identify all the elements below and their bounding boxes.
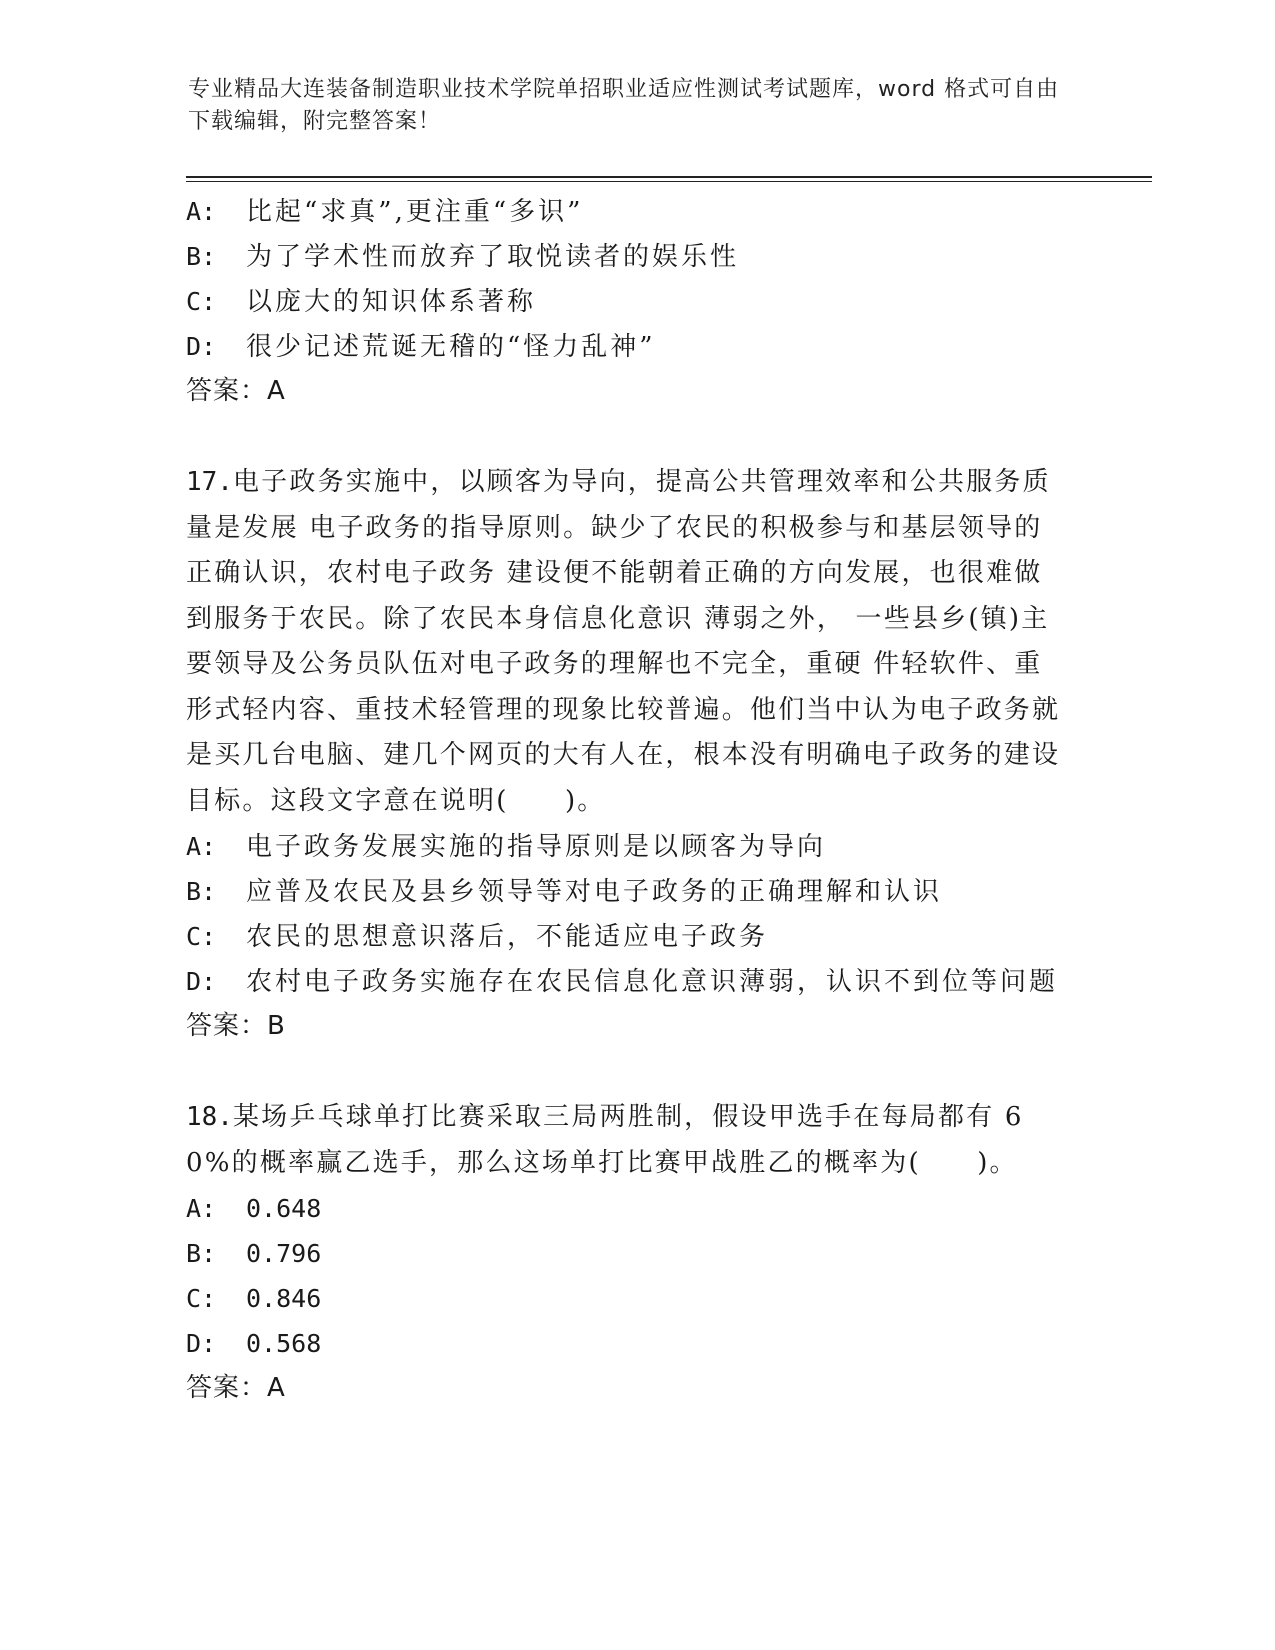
option-b (186, 1231, 1086, 1276)
answer-line: 答案：B (186, 1011, 286, 1041)
answer-line: 答案：A (186, 376, 286, 406)
option-text: 0.648 (246, 1194, 322, 1223)
option-text: 比起“求真”,更注重“多识” (246, 197, 584, 227)
option-letter: C: (186, 922, 217, 951)
option-letter: A: (186, 1194, 217, 1223)
option-letter: C: (186, 287, 217, 316)
option-text: 0.846 (246, 1284, 322, 1313)
option-b (186, 869, 1086, 914)
question-text: 电子政务实施中，以顾客为导向，提高公共管理效率和公共服务质量是发展 电子政务的指导原则。缺少了农民的积极参与和基层领导的正确认识，农村电子政务 建设便不能朝着正确的方向发展，也很难做到服务于农民。除了农民本身信息化意识 薄弱之外， 一些县乡(镇)主要领导及公务员队伍对电子政务的理解也不完全，重硬 件轻软件、重形式轻内容、重技术轻管理的现象比较普遍。他们当中认为电子政务就 是买几台电脑、建几个网页的大有人在，根本没有明确电子政务的建设目标。这段文字意在说明( )。 (186, 467, 1061, 816)
option-text: 0.796 (246, 1239, 322, 1268)
option-d (186, 959, 1086, 1004)
question-stem (186, 1095, 1066, 1186)
option-letter: B: (186, 1239, 217, 1268)
spacer (186, 414, 1086, 460)
option-letter: B: (186, 877, 217, 906)
option-a (186, 1186, 1086, 1231)
option-letter: D: (186, 332, 217, 361)
option-text: 以庞大的知识体系著称 (246, 287, 537, 317)
option-letter: A: (186, 832, 217, 861)
spacer (186, 1049, 1086, 1095)
document-content (186, 189, 1086, 1411)
option-a (186, 824, 1086, 869)
option-letter: B: (186, 242, 217, 271)
option-text: 应普及农民及县乡领导等对电子政务的正确理解和认识 (246, 877, 943, 907)
option-text: 农民的思想意识落后，不能适应电子政务 (246, 922, 769, 952)
option-letter: D: (186, 1329, 217, 1358)
option-text: 很少记述荒诞无稽的“怪力乱神” (246, 332, 656, 362)
option-text: 为了学术性而放弃了取悦读者的娱乐性 (246, 242, 740, 272)
option-b (186, 234, 1086, 279)
option-d (186, 1321, 1086, 1366)
option-letter: C: (186, 1284, 217, 1313)
question-text: 某场乒乓球单打比赛采取三局两胜制，假设甲选手在每局都有 60%的概率赢乙选手，那么这场单打比赛甲战胜乙的概率为( )。 (186, 1102, 1024, 1178)
option-c (186, 914, 1086, 959)
header-rule-thin (186, 181, 1152, 182)
question-16-options (186, 189, 1086, 414)
option-a (186, 189, 1086, 234)
question-number: 18. (186, 1102, 233, 1132)
question-number: 17. (186, 467, 233, 497)
question-18 (186, 1095, 1086, 1411)
option-letter: A: (186, 197, 217, 226)
question-stem (186, 460, 1066, 824)
option-d (186, 324, 1086, 369)
header-rule-thick (186, 176, 1152, 178)
option-letter: D: (186, 967, 217, 996)
question-17 (186, 460, 1086, 1049)
option-text: 农村电子政务实施存在农民信息化意识薄弱，认识不到位等问题 (246, 967, 1059, 997)
document-header: 专业精品大连装备制造职业技术学院单招职业适应性测试考试题库，word 格式可自由下载编辑，附完整答案！ (188, 77, 1060, 134)
option-c (186, 279, 1086, 324)
option-text: 0.568 (246, 1329, 322, 1358)
answer-line: 答案：A (186, 1373, 286, 1403)
option-c (186, 1276, 1086, 1321)
option-text: 电子政务发展实施的指导原则是以顾客为导向 (246, 832, 827, 862)
